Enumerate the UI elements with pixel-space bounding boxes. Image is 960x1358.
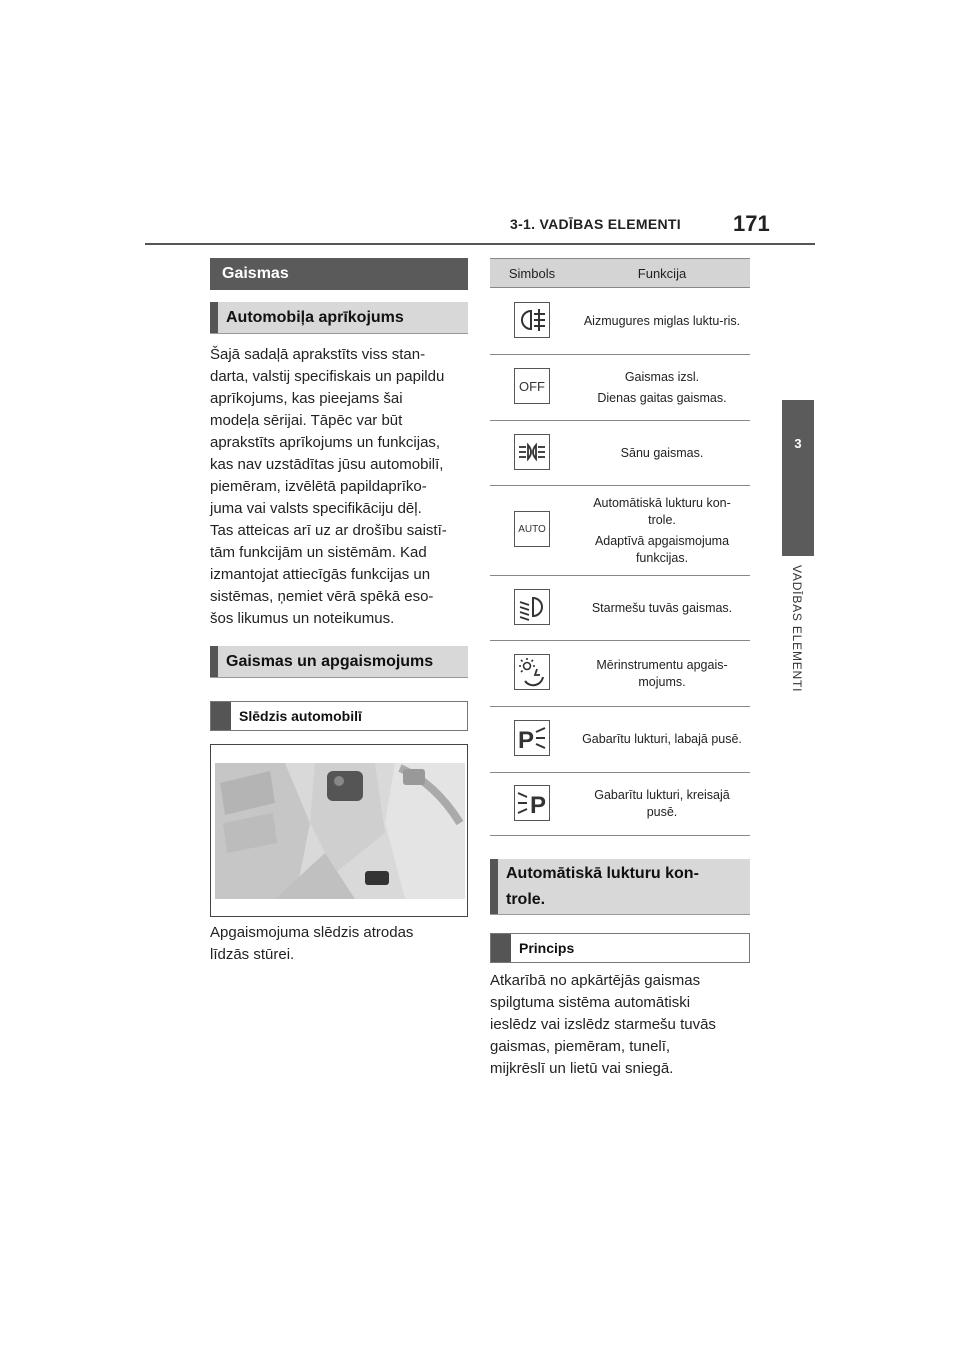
svg-text:P: P (530, 791, 547, 819)
column-header-function: Funkcija (574, 259, 750, 288)
table-row (490, 355, 750, 421)
heading-principle-label: Princips (519, 940, 575, 956)
function-text: Gaismas izsl. (624, 369, 700, 384)
heading-marker (211, 702, 231, 730)
light-switch-photo (210, 744, 468, 917)
function-text: Gabarītu lukturi, kreisajā pusē. (594, 788, 730, 819)
function-text: Gabarītu lukturi, labajā pusē. (582, 732, 742, 746)
function-text: Mērinstrumentu apgais-mojums. (596, 657, 728, 689)
table-row (490, 707, 750, 773)
dashboard-illustration (215, 763, 465, 899)
svg-text:P: P (518, 727, 535, 754)
principle-paragraph: Atkarībā no apkārtējās gaismas spilgtuma sistēma automātiski ieslēdz vai izslēdz starmešu tuvās gaismas, piemēram, tunelī, mijkrēslī un lietū vai sniegā. (490, 972, 716, 1077)
page-number: 171 (733, 211, 770, 236)
function-text: Starmešu tuvās gaismas. (591, 600, 733, 615)
off-icon: OFF (514, 368, 550, 404)
heading-switch (210, 701, 468, 731)
heading-equipment (210, 302, 468, 334)
equipment-paragraph: Šajā sadaļā aprakstīts viss stan- darta, valstij specifiskais un papildu aprīkojums, kas pieejams šai modeļa sērijai. Tāpēc var būt aprakstīts aprīkojums un funkcijas, kas nav uzstādītas jūsu automobilī, piemēram, izvēlētā papildaprīko- juma vai valsts specifikāciju dēļ. Tas atteicas arī uz ar drošību saistī- tām funkcijām un sistēmām. Kad izmantojat attiecīgās funkcijas un sistēmas, ņemiet vērā spēkā eso- šos likumus un noteikumus. (210, 346, 447, 627)
header-rule (145, 243, 815, 245)
rear-fog-light-icon (514, 302, 550, 338)
table-row (490, 576, 750, 641)
table-header-row (490, 259, 750, 288)
heading-marker (490, 859, 498, 914)
side-lights-icon (514, 434, 550, 470)
heading-switch-label: Slēdzis automobilī (239, 708, 362, 724)
chapter-side-label: VADĪBAS ELEMENTI (790, 565, 804, 693)
section-heading-lights: Gaismas (210, 258, 468, 290)
heading-auto-headlight-control (490, 859, 750, 915)
low-beam-icon (514, 589, 550, 625)
table-row (490, 421, 750, 486)
heading-lights-illumination (210, 646, 468, 678)
column-header-symbol: Simbols (490, 259, 574, 288)
auto-icon: AUTO (514, 511, 550, 547)
parking-light-right-icon (514, 720, 550, 756)
instrument-lighting-icon (514, 654, 550, 690)
parking-light-left-icon (514, 785, 550, 821)
function-text: Aizmugures miglas luktu-ris. (583, 313, 741, 328)
heading-lights-illumination-label: Gaismas un apgaismojums (226, 652, 434, 670)
heading-equipment-label: Automobiļa aprīkojums (226, 308, 404, 326)
heading-marker (491, 934, 511, 962)
heading-marker (210, 302, 218, 333)
table-row (490, 288, 750, 355)
running-header: 3-1. VADĪBAS ELEMENTI (510, 216, 681, 232)
table-row (490, 486, 750, 576)
heading-auto-headlight-control-label: Automātiskā lukturu kon- trole. (506, 864, 699, 908)
chapter-tab (782, 400, 814, 556)
table-row (490, 641, 750, 707)
symbol-table (490, 258, 750, 836)
function-text: Automātiskā lukturu kon-trole. (593, 495, 731, 527)
chapter-tab-number: 3 (794, 436, 802, 451)
function-text: Dienas gaitas gaismas. (597, 390, 727, 405)
heading-marker (210, 646, 218, 677)
function-text: Sānu gaismas. (620, 445, 704, 460)
table-row (490, 773, 750, 836)
heading-principle (490, 933, 750, 963)
function-text: Adaptīvā apgaismojuma funkcijas. (594, 533, 730, 565)
switch-caption: Apgaismojuma slēdzis atrodas līdzās stūrei. (210, 924, 414, 963)
